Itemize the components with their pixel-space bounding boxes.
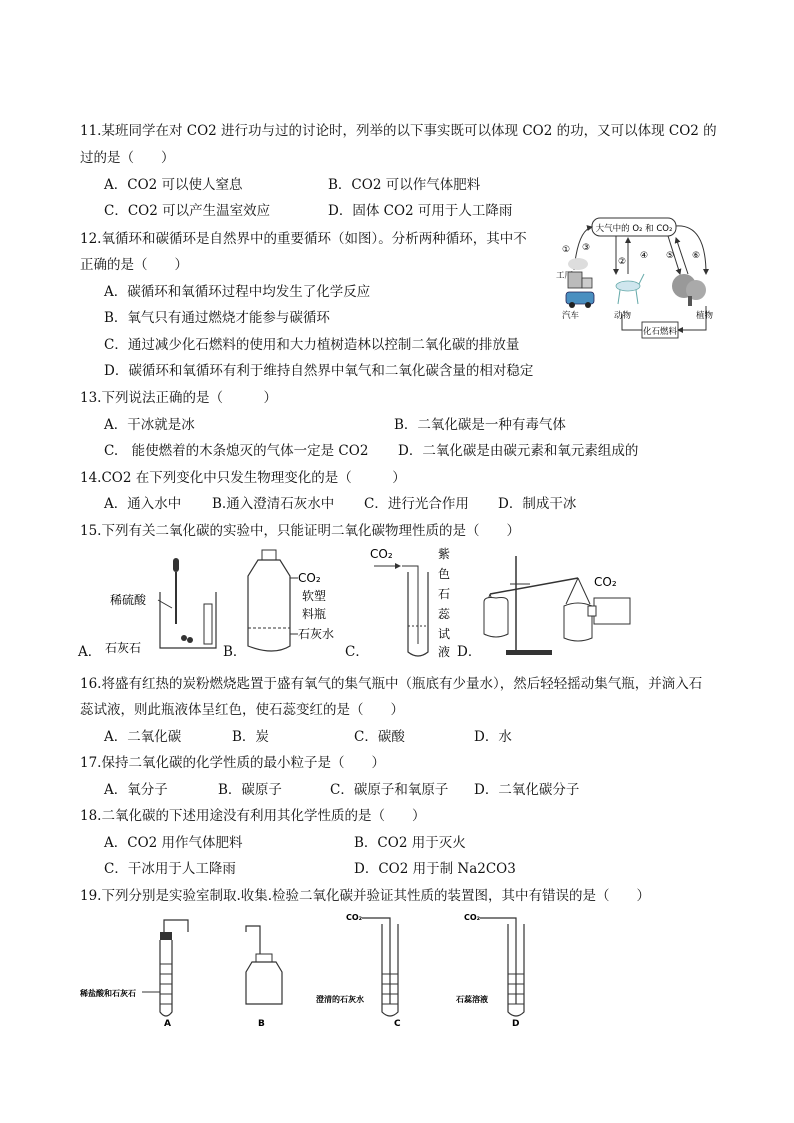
co2-label-b: CO₂ — [298, 571, 321, 585]
q12-stem-line2: 正确的是（ ） — [80, 257, 188, 273]
q14-stem: 14.CO2 在下列变化中只发生物理变化的是（ ） — [80, 470, 406, 486]
litmus-char-1: 紫 — [438, 547, 451, 561]
q15-figure-a — [100, 552, 230, 658]
q11-option-b: B．CO2 可以作气体肥料 — [328, 177, 481, 193]
co2-label-19d: CO₂ — [464, 913, 481, 922]
reagent-c-label: 澄清的石灰水 — [316, 995, 364, 1004]
q18-option-c: C．干冰用于人工降雨 — [104, 861, 236, 877]
apparatus-d — [455, 913, 524, 1029]
fossil-fuel-label: 化石燃料 — [642, 327, 678, 337]
atmosphere-label: 大气中的 O₂ 和 CO₂ — [595, 224, 673, 234]
cycle-diagram — [556, 214, 726, 346]
q12-option-b: B．氧气只有通过燃烧才能参与碳循环 — [104, 310, 330, 326]
q18-option-b: B．CO2 用于灭火 — [354, 835, 466, 851]
step-5-label: ⑤ — [666, 251, 675, 261]
deer-icon — [616, 274, 644, 304]
q17-option-d: D．二氧化碳分子 — [474, 782, 580, 798]
reagent-a-label: 稀盐酸和石灰石 — [80, 989, 136, 998]
apparatus-c-label: C — [394, 1019, 401, 1029]
q14-option-b: B.通入澄清石灰水中 — [212, 496, 335, 512]
q15-option-c: C． — [345, 644, 369, 660]
q13-option-a: A．干冰就是冰 — [104, 417, 195, 433]
q13-option-b: B．二氧化碳是一种有毒气体 — [394, 417, 566, 433]
q14-option-a: A．通入水中 — [104, 496, 182, 512]
step-1-label: ① — [562, 245, 571, 255]
q13-option-d: D．二氧化碳是由碳元素和氧元素组成的 — [398, 443, 639, 459]
q11-option-d: D．固体 CO2 可用于人工降雨 — [328, 203, 513, 219]
q16-stem-line1: 16.将盛有红热的炭粉燃烧匙置于盛有氧气的集气瓶中（瓶底有少量水），然后轻轻摇动集气瓶，并滴入石 — [80, 676, 703, 692]
apparatus-a — [80, 920, 188, 1029]
co2-label-d: CO₂ — [594, 575, 617, 589]
q15-option-d: D． — [457, 644, 482, 660]
reagent-d-label: 石蕊溶液 — [456, 995, 488, 1004]
q13-stem: 13.下列说法正确的是（ ） — [80, 390, 277, 406]
q16-option-b: B．炭 — [232, 729, 269, 745]
factory-label: 工厂 — [556, 271, 574, 281]
q15-option-a: A． — [78, 644, 102, 660]
q16-stem-line2: 蕊试液，则此瓶液体呈红色，使石蕊变红的是（ ） — [80, 702, 404, 718]
q12-option-c: C．通过减少化石燃料的使用和大力植树造林以控制二氧化碳的排放量 — [104, 337, 520, 353]
animal-label: 动物 — [614, 311, 632, 321]
litmus-char-6: 液 — [438, 645, 451, 659]
q11-option-c: C．CO2 可以产生温室效应 — [104, 203, 271, 219]
limewater-label: 石灰水 — [298, 627, 335, 641]
q16-option-d: D．水 — [474, 729, 512, 745]
q16-option-c: C．碳酸 — [354, 729, 405, 745]
sulfuric-acid-label: 稀硫酸 — [110, 593, 147, 607]
plant-label: 植物 — [696, 311, 714, 321]
tree-icon — [672, 274, 706, 306]
q13-option-c: C. 能使燃着的木条熄灭的气体一定是 CO2 — [104, 443, 369, 459]
step-4-label: ④ — [640, 251, 649, 261]
step-2-label: ② — [618, 257, 627, 267]
litmus-char-4: 蕊 — [438, 607, 451, 621]
q18-stem: 18.二氧化碳的下述用途没有利用其化学性质的是（ ） — [80, 808, 426, 824]
q17-option-b: B．碳原子 — [218, 782, 282, 798]
co2-label-19c: CO₂ — [346, 913, 363, 922]
step-6-label: ⑥ — [692, 251, 701, 261]
q15-stem: 15.下列有关二氧化碳的实验中，只能证明二氧化碳物理性质的是（ ） — [80, 523, 520, 539]
q11-stem-line1: 11.某班同学在对 CO2 进行功与过的讨论时，列举的以下事实既可以体现 CO2 的功，又可以体现 CO2 的 — [80, 123, 717, 139]
q12-option-d: D．碳循环和氧循环有利于维持自然界中氧气和二氧化碳含量的相对稳定 — [104, 363, 534, 379]
soft-bottle-label-2: 料瓶 — [302, 607, 327, 621]
q19-stem: 19.下列分别是实验室制取.收集.检验二氧化碳并验证其性质的装置图，其中有错误的是（ ） — [80, 888, 651, 904]
apparatus-b — [246, 926, 282, 1029]
step-3-label: ③ — [582, 243, 591, 253]
apparatus-d-label: D — [512, 1019, 520, 1029]
q19-figures — [80, 908, 540, 1032]
apparatus-a-label: A — [164, 1019, 171, 1029]
q14-option-c: C．进行光合作用 — [364, 496, 469, 512]
q11-stem-line2: 过的是（ ） — [80, 150, 175, 166]
q15-option-b: B． — [223, 644, 247, 660]
litmus-char-2: 色 — [438, 567, 451, 581]
limestone-label: 石灰石 — [105, 641, 142, 655]
q15-figure-d — [478, 552, 638, 660]
q12-option-a: A．碳循环和氧循环过程中均发生了化学反应 — [104, 284, 371, 300]
co2-label-c: CO₂ — [370, 547, 393, 561]
q15-figure-c — [366, 542, 462, 660]
litmus-char-3: 石 — [438, 587, 451, 601]
car-icon — [566, 292, 594, 304]
q17-stem: 17.保持二氧化碳的化学性质的最小粒子是（ ） — [80, 755, 385, 771]
q12-stem-line1: 12.氧循环和碳循环是自然界中的重要循环（如图）。分析两种循环，其中不 — [80, 231, 527, 247]
q18-option-a: A．CO2 用作气体肥料 — [104, 835, 243, 851]
litmus-char-5: 试 — [438, 627, 451, 641]
q17-option-a: A．氧分子 — [104, 782, 168, 798]
q11-option-a: A．CO2 可以使人窒息 — [104, 177, 243, 193]
apparatus-b-label: B — [258, 1019, 265, 1029]
q15-figure-b — [244, 548, 344, 660]
q16-option-a: A．二氧化碳 — [104, 729, 182, 745]
q14-option-d: D．制成干冰 — [498, 496, 577, 512]
soft-bottle-label-1: 软塑 — [302, 589, 327, 603]
q17-option-c: C．碳原子和氧原子 — [330, 782, 449, 798]
apparatus-c — [316, 913, 401, 1029]
car-label: 汽车 — [562, 311, 580, 321]
q18-option-d: D．CO2 用于制 Na2CO3 — [354, 861, 516, 877]
